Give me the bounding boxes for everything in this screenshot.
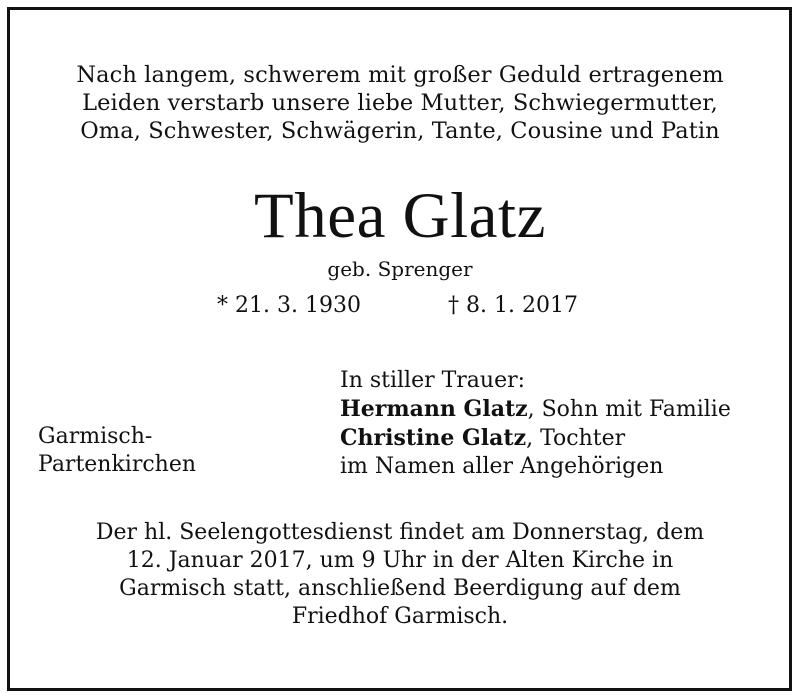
birth-date: * 21. 3. 1930: [217, 293, 361, 318]
place-line: Partenkirchen: [38, 452, 197, 477]
mourners-closing: im Namen aller Angehörigen: [340, 454, 664, 479]
mourner-relation: , Sohn mit Familie: [527, 397, 731, 422]
place-block: [38, 423, 196, 479]
service-line: Der hl. Seelengottesdienst findet am Donnerstag, dem: [95, 520, 705, 545]
birth-name: geb. Sprenger: [327, 257, 473, 281]
mourner-line: [340, 424, 731, 453]
mourner-name: Christine Glatz: [340, 425, 527, 451]
mourners-heading: In stiller Trauer:: [340, 368, 526, 393]
intro-line: Oma, Schwester, Schwägerin, Tante, Cousine und Patin: [80, 118, 720, 144]
service-line: 12. Januar 2017, um 9 Uhr in der Alten Kirche in: [126, 548, 674, 573]
mourner-line: [340, 395, 731, 424]
death-date: † 8. 1. 2017: [448, 293, 578, 318]
service-line: Garmisch statt, anschließend Beerdigung auf dem: [119, 576, 681, 601]
service-line: Friedhof Garmisch.: [291, 604, 509, 629]
intro-line: Leiden verstarb unsere liebe Mutter, Schwiegermutter,: [82, 90, 718, 116]
place-line: Garmisch-: [38, 424, 153, 449]
intro-line: Nach langem, schwerem mit großer Geduld ertragenem: [76, 62, 724, 88]
intro-text: [0, 61, 800, 145]
service-text: [0, 519, 800, 631]
mourner-relation: , Tochter: [526, 426, 626, 451]
deceased-name: Thea Glatz: [254, 180, 546, 252]
mourner-name: Hermann Glatz: [340, 396, 528, 422]
mourners-block: [340, 367, 731, 481]
